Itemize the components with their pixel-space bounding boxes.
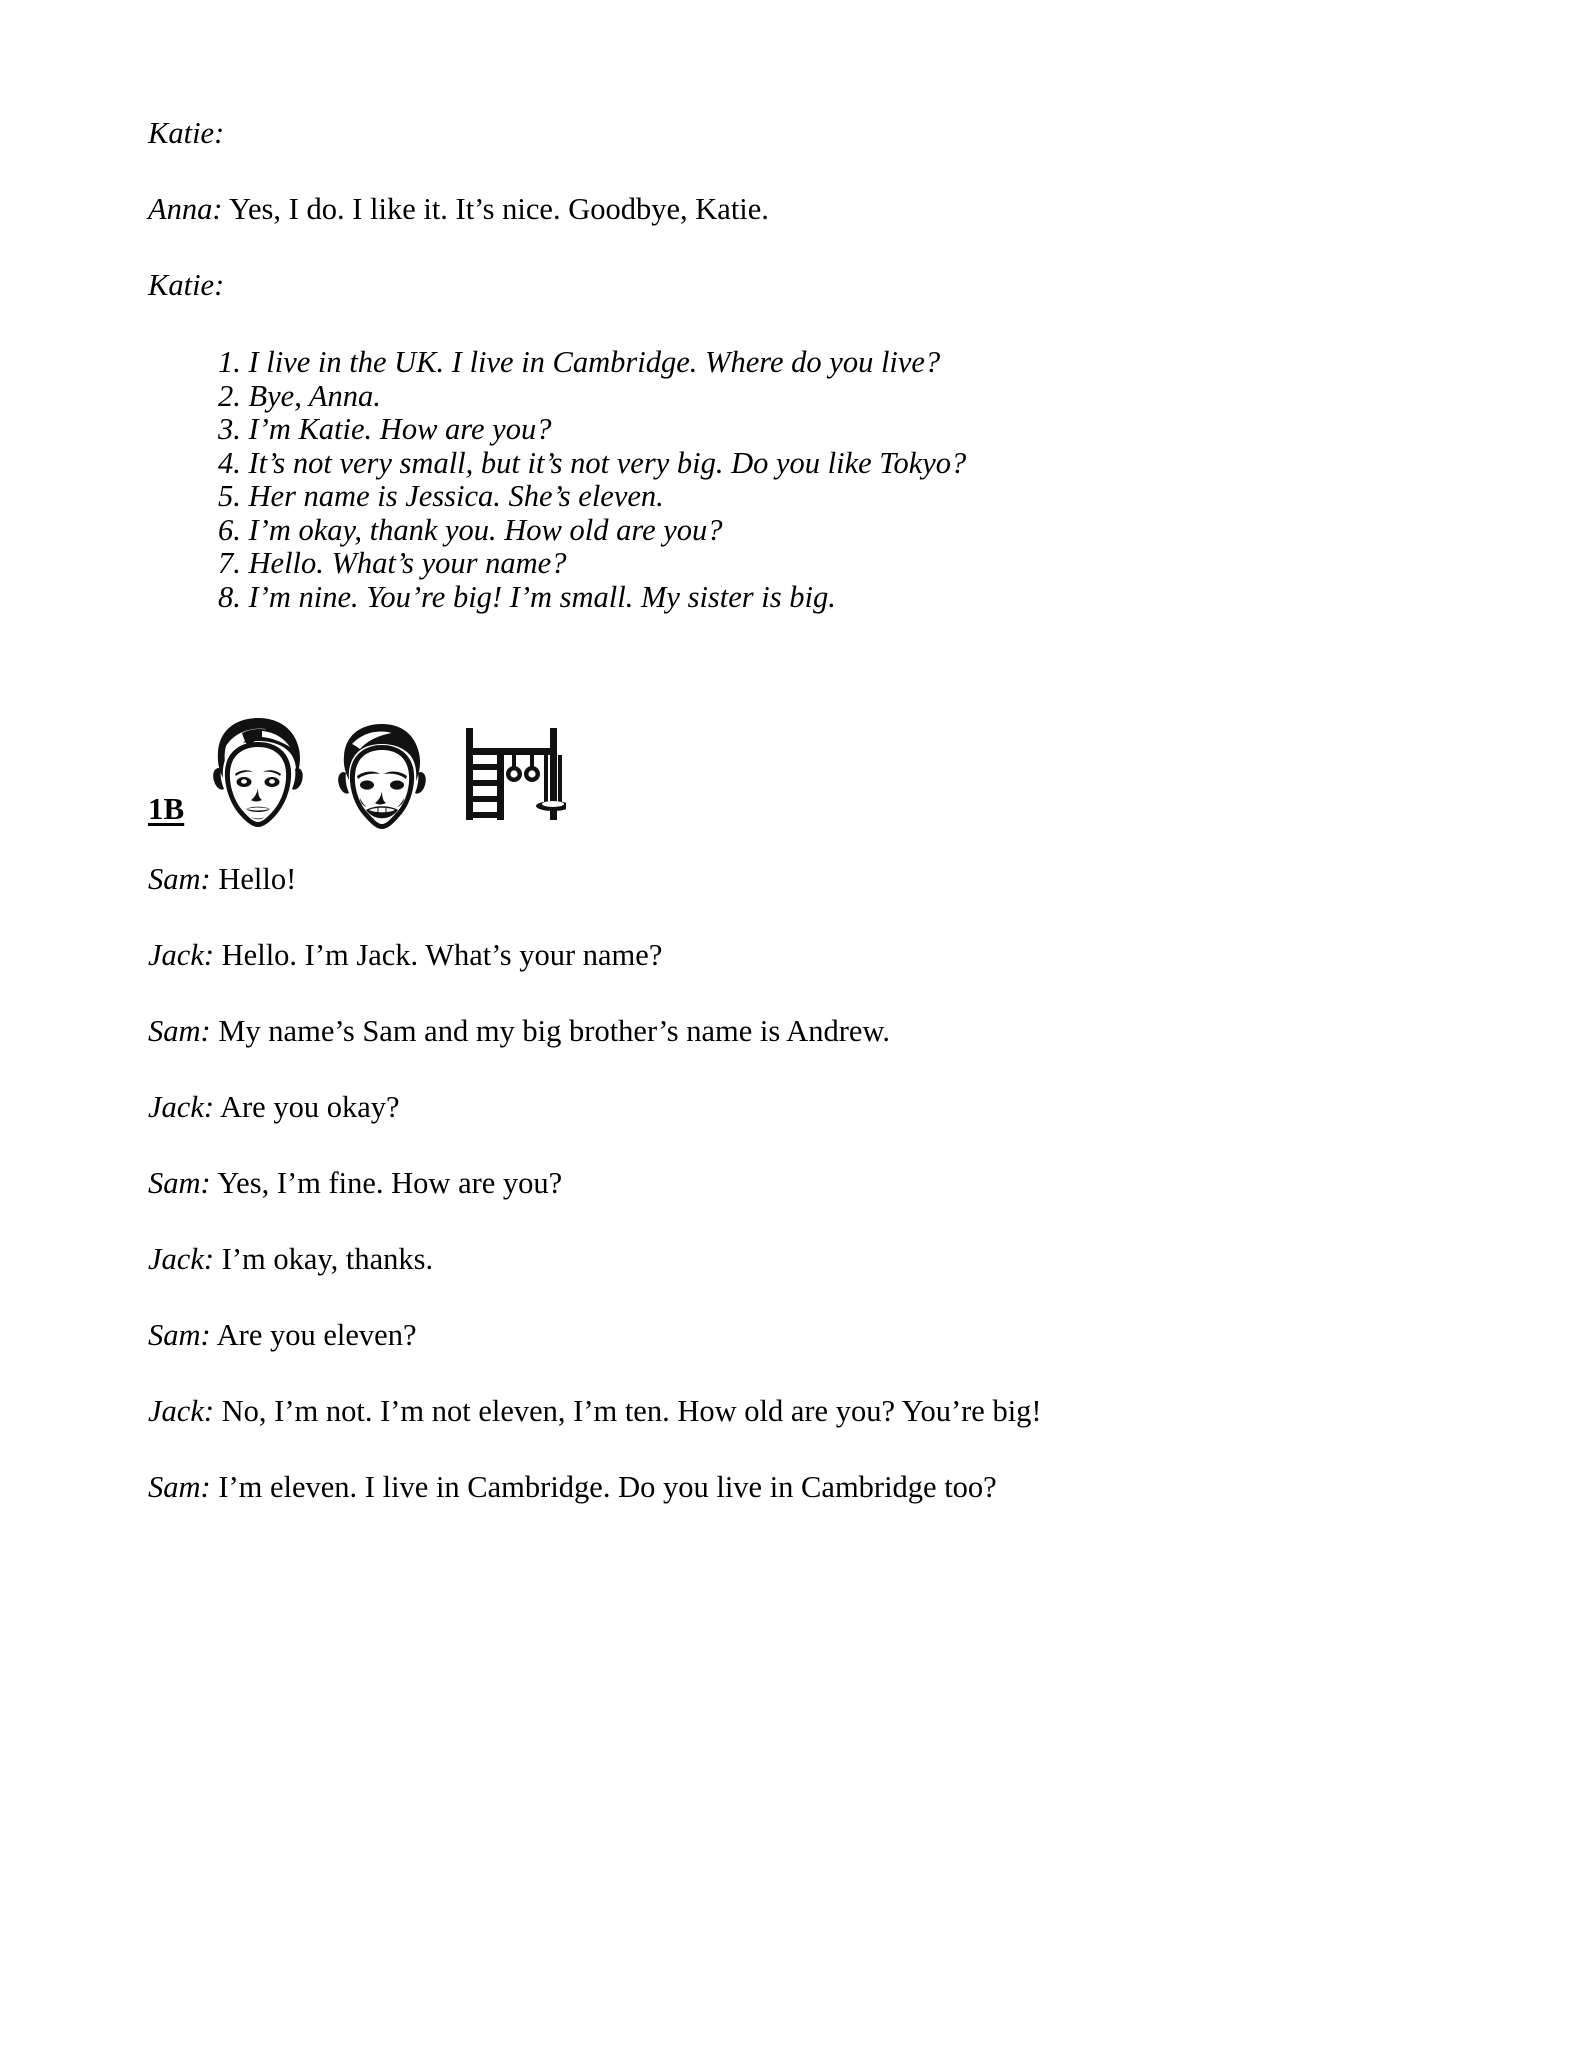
- section-label-1b: 1B: [148, 791, 185, 827]
- dialogue-line: [148, 1016, 1438, 1047]
- dialogue-line: [148, 194, 1438, 225]
- speech-text: I’m eleven. I live in Cambridge. Do you live in Cambridge too?: [218, 1470, 997, 1505]
- speech-text: Are you okay?: [219, 1090, 400, 1125]
- speaker-label: Jack:: [148, 1090, 215, 1125]
- dialogue-line: [148, 270, 1438, 301]
- speaker-label: Sam:: [148, 1470, 211, 1505]
- list-item: 8. I’m nine. You’re big! I’m small. My sister is big.: [218, 579, 836, 614]
- playground-climbing-frame-icon: [454, 724, 566, 824]
- illustration-row: [206, 716, 566, 834]
- dialogue-line: [148, 118, 1438, 149]
- dialogue-line: [148, 1244, 1438, 1275]
- speech-text: No, I’m not. I’m not eleven, I’m ten. How old are you? You’re big!: [221, 1394, 1042, 1429]
- speaker-label: Sam:: [148, 1318, 211, 1353]
- speech-text: Yes, I’m fine. How are you?: [217, 1166, 563, 1201]
- dialogue-line: [148, 940, 1438, 971]
- speaker-label: Katie:: [148, 116, 225, 150]
- boy-face-sam-illustration: [206, 716, 310, 834]
- page-content: [148, 118, 1438, 1548]
- speech-text: My name’s Sam and my big brother’s name is Andrew.: [218, 1014, 891, 1049]
- speaker-label: Sam:: [148, 1014, 211, 1049]
- numbered-list: [148, 346, 1438, 614]
- boy-face-jack-illustration: [330, 722, 434, 834]
- speaker-label: Sam:: [148, 862, 211, 897]
- speech-text: Are you eleven?: [216, 1318, 417, 1353]
- dialogue-line: [148, 1320, 1438, 1351]
- speech-text: Hello. I’m Jack. What’s your name?: [221, 938, 663, 973]
- dialogue-line: [148, 1472, 1438, 1503]
- list-item: 5. Her name is Jessica. She’s eleven.: [218, 479, 664, 514]
- list-item: 4. It’s not very small, but it’s not very big. Do you like Tokyo?: [218, 445, 967, 480]
- list-item: 2. Bye, Anna.: [218, 378, 381, 413]
- dialogue-line: [148, 1092, 1438, 1123]
- list-item: 6. I’m okay, thank you. How old are you?: [218, 512, 723, 547]
- speech-text: I’m okay, thanks.: [221, 1242, 434, 1277]
- section-1b-band: [148, 688, 1438, 848]
- dialogue-line: [148, 1168, 1438, 1199]
- dialogue-line: [148, 864, 1438, 895]
- speaker-label: Jack:: [148, 1394, 215, 1429]
- list-item: 3. I’m Katie. How are you?: [218, 412, 552, 447]
- speaker-label: Jack:: [148, 938, 215, 973]
- speaker-label: Sam:: [148, 1166, 211, 1201]
- dialogue-line: [148, 1396, 1438, 1427]
- speaker-label: Anna:: [148, 192, 223, 226]
- list-item: 7. Hello. What’s your name?: [218, 546, 567, 581]
- speech-text: Hello!: [218, 862, 297, 897]
- list-item: 1. I live in the UK. I live in Cambridge. Where do you live?: [218, 345, 941, 379]
- speaker-label: Katie:: [148, 268, 225, 302]
- speech-text: Yes, I do. I like it. It’s nice. Goodbye, Katie.: [229, 192, 769, 226]
- top-dialogue-block: [148, 118, 1438, 301]
- jumbled-lines-list-block: [148, 346, 1438, 614]
- speaker-label: Jack:: [148, 1242, 215, 1277]
- bottom-dialogue-block: [148, 864, 1438, 1503]
